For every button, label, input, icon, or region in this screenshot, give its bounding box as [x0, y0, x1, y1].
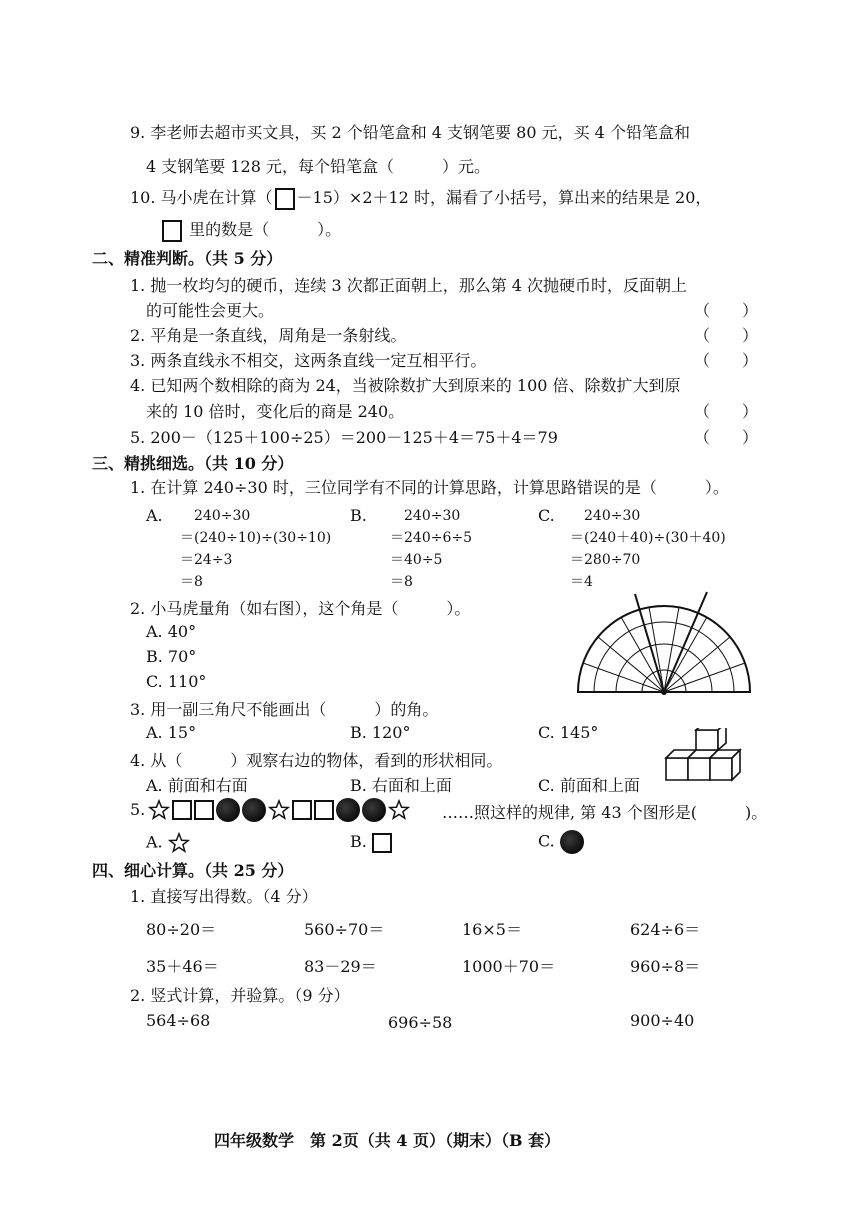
choice-1-option-c-steps: [570, 505, 726, 593]
option-label: B.: [350, 832, 367, 851]
calc-step: 240÷30: [404, 508, 461, 524]
vertical-calc-item[interactable]: 696÷58: [388, 1013, 453, 1032]
calc-item[interactable]: 80÷20＝: [146, 920, 217, 939]
section3-heading: 三、精挑细选。（共 10 分）: [92, 454, 294, 473]
choice-1-option-b-label[interactable]: B.: [350, 506, 367, 525]
choice-3-option-c[interactable]: C. 145°: [538, 723, 599, 742]
filled-circle-icon: [216, 798, 240, 822]
judge-5-bracket[interactable]: （ ）: [694, 428, 759, 447]
filled-circle-icon: [362, 798, 386, 822]
calc-item[interactable]: 83－29＝: [304, 957, 377, 976]
choice-1-option-c-label[interactable]: C.: [538, 506, 555, 525]
judge-3-bracket[interactable]: （ ）: [694, 351, 759, 370]
vertical-calc-item[interactable]: 564÷68: [146, 1011, 211, 1030]
page-footer: 四年级数学 第 2页（共 4 页）（期末）（B 套）: [214, 1131, 561, 1150]
calc-step: 240÷30: [584, 508, 641, 524]
choice-4-text: 4. 从（ ）观察右边的物体，看到的形状相同。: [130, 751, 503, 770]
calc-item[interactable]: 960÷8＝: [630, 957, 701, 976]
calc-item[interactable]: 35＋46＝: [146, 957, 219, 976]
square-icon: [314, 800, 334, 820]
choice-1-option-a-label[interactable]: A.: [146, 506, 163, 525]
judge-4-bracket[interactable]: （ ）: [694, 402, 759, 421]
judge-4-line1: 4. 已知两个数相除的商为 24，当被除数扩大到原来的 100 倍、除数扩大到原: [130, 376, 681, 395]
filled-circle-icon: [242, 798, 266, 822]
square-icon: [372, 833, 392, 853]
calc-item[interactable]: 16×5＝: [462, 920, 522, 939]
calc-item[interactable]: 624÷6＝: [630, 920, 701, 939]
choice-2-option-b[interactable]: B. 70°: [146, 647, 197, 666]
choice-5-text: ……照这样的规律, 第 43 个图形是( )。: [442, 803, 768, 822]
calc-step: ＝24÷3: [180, 552, 233, 568]
calc-2-text: 2. 竖式计算，并验算。（9 分）: [130, 986, 350, 1005]
section2-heading: 二、精准判断。（共 5 分）: [92, 249, 283, 268]
judge-5-text: 5. 200－（125＋100÷25）＝200－125＋4＝75＋4＝79: [130, 428, 558, 447]
judge-2-text: 2. 平角是一条直线，周角是一条射线。: [130, 326, 407, 345]
calc-item[interactable]: 560÷70＝: [304, 920, 385, 939]
choice-1-option-b-steps: [390, 505, 472, 593]
protractor-icon: [572, 590, 757, 700]
blank-box-icon: [162, 220, 182, 242]
choice-4-option-c[interactable]: C. 前面和上面: [538, 776, 640, 795]
judge-3-text: 3. 两条直线永不相交，这两条直线一定互相平行。: [130, 351, 487, 370]
option-label: A.: [146, 832, 163, 852]
calc-1-text: 1. 直接写出得数。（4 分）: [130, 887, 318, 906]
filled-circle-icon: [560, 830, 584, 854]
choice-5-label: 5.: [130, 800, 146, 819]
star-icon: [268, 799, 290, 821]
choice-2-text: 2. 小马虎量角（如右图），这个角是（ ）。: [130, 599, 471, 618]
choice-5-option-b[interactable]: [350, 832, 392, 853]
calc-step: 240÷30: [194, 508, 251, 524]
calc-step: ＝8: [390, 574, 413, 590]
calc-step: ＝(240÷10)÷(30÷10): [180, 530, 332, 546]
star-icon: [148, 799, 170, 821]
calc-step: ＝40÷5: [390, 552, 443, 568]
choice-4-option-b[interactable]: B. 右面和上面: [350, 776, 452, 795]
judge-1-bracket[interactable]: （ ）: [694, 301, 759, 320]
calc-step: ＝240÷6÷5: [390, 530, 472, 546]
star-icon: [168, 832, 190, 854]
square-icon: [172, 800, 192, 820]
choice-2-option-a[interactable]: A. 40°: [146, 622, 197, 641]
q9-line1: 9. 李老师去超市买文具，买 2 个铅笔盒和 4 支钢笔要 80 元，买 4 个铅笔盒和: [130, 123, 690, 142]
choice-1-option-a-steps: [180, 505, 331, 593]
choice-2-option-c[interactable]: C. 110°: [146, 672, 207, 691]
calc-step: ＝4: [570, 574, 593, 590]
q9-line2: 4 支钢笔要 128 元，每个铅笔盒（ ）元。: [146, 157, 490, 176]
section4-heading: 四、细心计算。（共 25 分）: [92, 861, 294, 880]
choice-5-option-a[interactable]: [146, 832, 190, 854]
q10-suffix: －15）×2＋12 时，漏看了小括号，算出来的结果是 20，: [296, 188, 712, 207]
star-icon: [388, 799, 410, 821]
choice-3-option-a[interactable]: A. 15°: [146, 723, 197, 742]
cubes-figure-icon: [662, 728, 746, 788]
judge-1-line1: 1. 抛一枚均匀的硬币，连续 3 次都正面朝上，那么第 4 次抛硬币时，反面朝上: [130, 276, 688, 295]
vertical-calc-item[interactable]: 900÷40: [630, 1011, 695, 1030]
judge-2-bracket[interactable]: （ ）: [694, 326, 759, 345]
blank-box-icon: [275, 188, 295, 210]
q10-prefix: 10. 马小虎在计算（: [130, 188, 273, 207]
q10-line1: [130, 185, 711, 210]
shape-sequence: [148, 798, 410, 822]
calc-step: ＝280÷70: [570, 552, 641, 568]
choice-4-option-a[interactable]: A. 前面和右面: [146, 776, 248, 795]
calc-item[interactable]: 1000＋70＝: [462, 957, 556, 976]
square-icon: [292, 800, 312, 820]
choice-5-option-c[interactable]: [538, 830, 584, 854]
calc-step: ＝(240＋40)÷(30＋40): [570, 530, 726, 546]
q10-line2-text: 里的数是（ ）。: [189, 220, 342, 239]
filled-circle-icon: [336, 798, 360, 822]
option-label: C.: [538, 831, 555, 851]
choice-3-option-b[interactable]: B. 120°: [350, 723, 411, 742]
choice-1-text: 1. 在计算 240÷30 时，三位同学有不同的计算思路，计算思路错误的是（ ）。: [130, 478, 729, 497]
judge-1-line2: 的可能性会更大。: [146, 301, 275, 320]
square-icon: [194, 800, 214, 820]
judge-4-line2: 来的 10 倍时，变化后的商是 240。: [146, 402, 405, 421]
calc-step: ＝8: [180, 574, 203, 590]
choice-3-text: 3. 用一副三角尺不能画出（ ）的角。: [130, 700, 439, 719]
q10-line2: [160, 217, 341, 242]
